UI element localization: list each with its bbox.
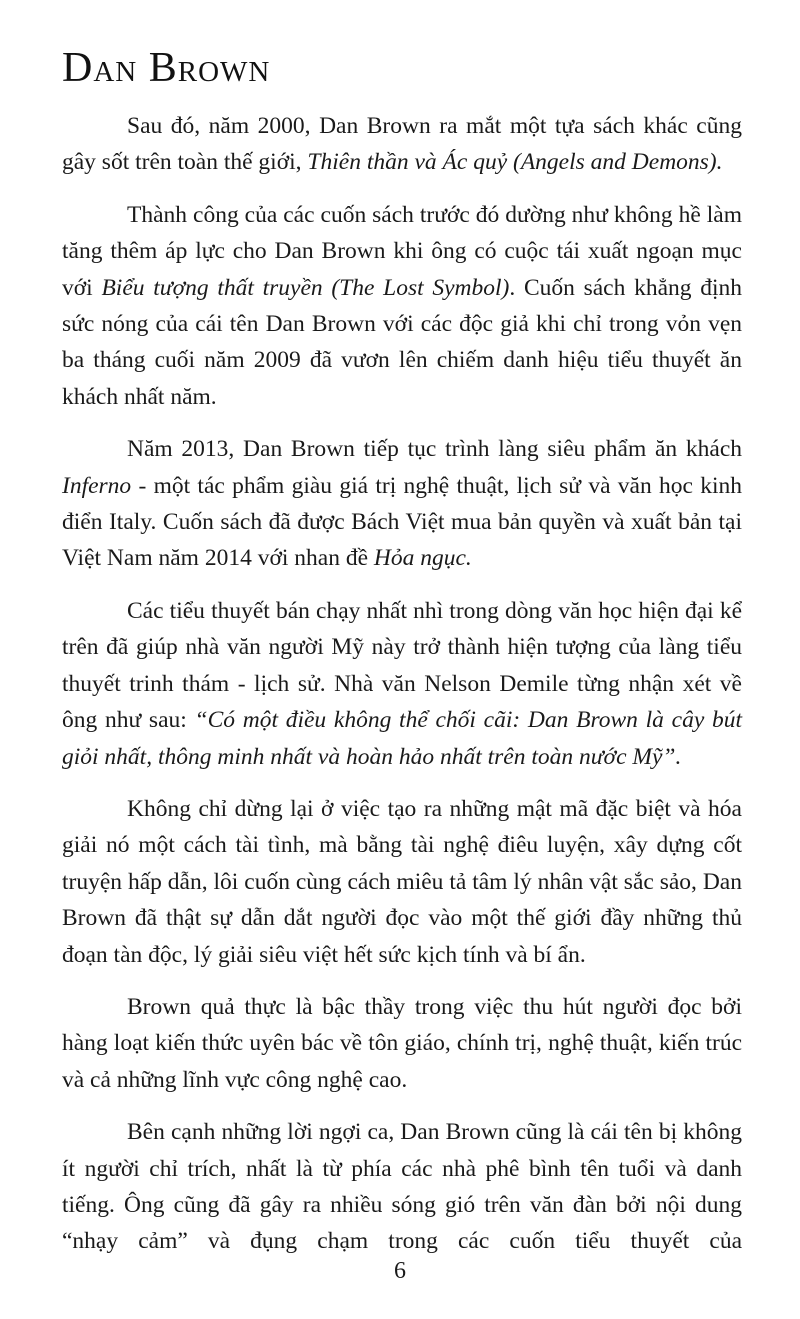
chapter-title: Dan Brown — [62, 45, 271, 91]
page-number: 6 — [394, 1258, 406, 1284]
text-run: Năm 2013, Dan Brown tiếp tục trình làng siêu phẩm ăn khách — [127, 436, 742, 463]
text-run: . Cuốn sách khẳng định sức nóng của cái tên Dan Brown với các độc giả khi chỉ trong vỏn vẹn ba tháng cuối năm 2009 đã vươn lên chiếm danh hiệu tiểu thuyết ăn khách nhất năm. — [62, 274, 743, 410]
text-run: - một tác phẩm giàu giá trị nghệ thuật, lịch sử và văn học kinh điển Italy. Cuốn sách đã được Bách Việt mua bản quyền và xuất bản tại Việt Nam năm 2014 với nhan đề — [62, 472, 742, 572]
text-run: Bên cạnh những lời ngợi ca, Dan Brown cũng là cái tên bị không ít người chỉ trích, nhất là từ phía các nhà phê bình tên tuổi và danh tiếng. Ông cũng đã gây ra nhiều sóng gió trên văn đàn bởi nội dung “nhạy cảm” và đụng chạm trong các cuốn tiểu thuyết của — [62, 1119, 742, 1255]
text-run: Brown quả thực là bậc thầy trong việc thu hút người đọc bởi hàng loạt kiến thức uyên bác về tôn giáo, chính trị, nghệ thuật, kiến trúc và cả những lĩnh vực công nghệ cao. — [62, 993, 742, 1093]
text-run: Không chỉ dừng lại ở việc tạo ra những mật mã đặc biệt và hóa giải nó một cách tài tình, mà bằng tài nghệ điêu luyện, xây dựng cốt truyện hấp dẫn, lôi cuốn cùng cách miêu tả tâm lý nhân vật sắc sảo, Dan Brown đã thật sự dẫn dắt người đọc vào một thế giới đầy những thủ đoạn tàn độc, lý giải siêu việt hết sức kịch tính và bí ẩn. — [62, 795, 742, 968]
italic-text-run: Biểu tượng thất truyền (The Lost Symbol) — [101, 274, 510, 301]
italic-text-run: Hỏa ngục. — [373, 545, 472, 572]
paragraph-1 — [62, 108, 742, 181]
paragraph-6 — [62, 989, 742, 1098]
paragraph-2 — [62, 197, 742, 415]
italic-text-run: Thiên thần và Ác quỷ (Angels and Demons). — [307, 149, 723, 176]
italic-text-run: Inferno — [62, 472, 132, 499]
paragraph-5 — [62, 791, 742, 973]
paragraph-4 — [62, 593, 742, 775]
paragraph-7 — [62, 1114, 742, 1260]
page-body — [62, 108, 742, 1276]
paragraph-3 — [62, 431, 742, 577]
italic-text-run: “Có một điều không thể chối cãi: Dan Brown là cây bút giỏi nhất, thông minh nhất và hoàn hảo nhất trên toàn nước Mỹ”. — [62, 707, 743, 770]
text-run: Thành công của các cuốn sách trước đó dường như không hề làm tăng thêm áp lực cho Dan Brown khi ông có cuộc tái xuất ngoạn mục với — [62, 201, 742, 301]
text-run: Các tiểu thuyết bán chạy nhất nhì trong dòng văn học hiện đại kể trên đã giúp nhà văn người Mỹ này trở thành hiện tượng của làng tiểu thuyết trinh thám - lịch sử. Nhà văn Nelson Demile từng nhận xét về ông như sau: — [62, 597, 742, 734]
text-run: Sau đó, năm 2000, Dan Brown ra mắt một tựa sách khác cũng gây sốt trên toàn thế giới, — [62, 113, 742, 176]
